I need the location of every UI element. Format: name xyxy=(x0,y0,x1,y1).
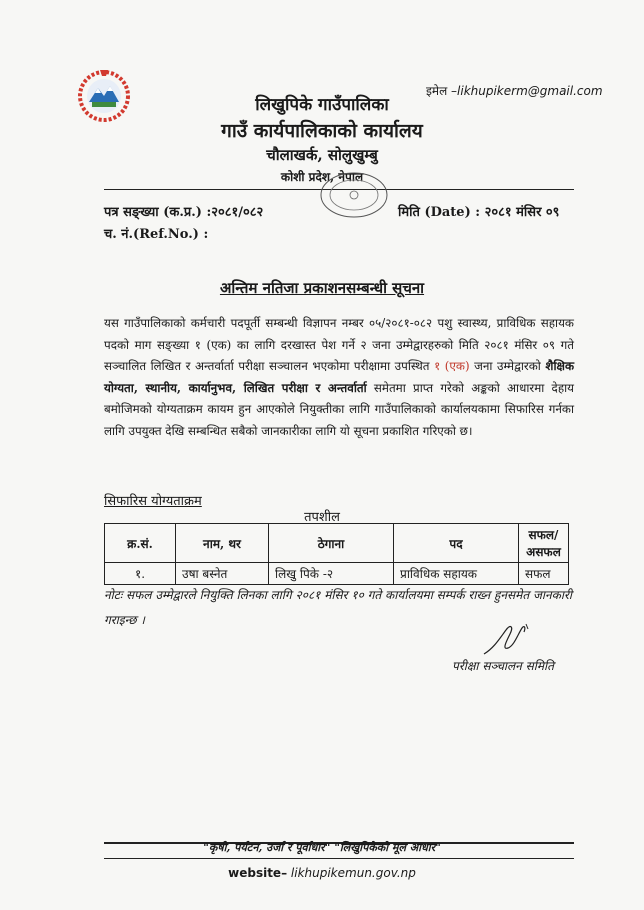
footer-motto: "कृषी, पर्यटन, उर्जा र पूर्वाधार" "लिखुपिकेको मूल आधार" xyxy=(203,841,441,854)
dispatch-number: च. नं.(Ref.No.) : xyxy=(104,227,209,242)
col-post: पद xyxy=(394,524,519,563)
website-value: likhupikemun.gov.np xyxy=(290,866,416,880)
email-label: इमेल – xyxy=(426,84,458,98)
footer-website xyxy=(0,866,644,880)
col-serial: क्र.सं. xyxy=(105,524,176,563)
notice-subject xyxy=(0,278,644,298)
email-value: likhupikerm@gmail.com xyxy=(457,84,603,98)
cell-serial: १. xyxy=(105,563,176,585)
cell-address: लिखु पिके -२ xyxy=(269,563,394,585)
col-name: नाम, थर xyxy=(176,524,269,563)
office-stamp-icon xyxy=(318,170,390,220)
cell-post: प्राविधिक सहायक xyxy=(394,563,519,585)
province-name: कोशी प्रदेश, नेपाल xyxy=(280,170,364,184)
letter-number: पत्र सङ्ख्या (क.प्र.) :२०८१/०८२ xyxy=(104,205,264,220)
notice-body xyxy=(104,313,574,442)
body-text-2: जना उम्मेद्वारको xyxy=(474,359,541,373)
col-address: ठेगाना xyxy=(269,524,394,563)
municipality-name: लिखुपिके गाउँपालिका xyxy=(255,95,389,115)
body-text-3: समेतमा प्राप्त गरेको अङ्कको आधारमा देहाय बमोजिमको योग्यताक्रम कायम हुन आएकोले नियुक्तीका लागि गाउँपालिकाको कार्यालयकामा सिफारिस गर्नका लागि उपयुक्त देखि सम्बन्धित सबैको जानकारीका लागि यो सूचना प्रकाशित गरिएको छ। xyxy=(104,380,574,438)
signer-name: परीक्षा सञ्चालन समिति xyxy=(452,659,554,673)
table-header-row xyxy=(105,524,569,563)
signature-icon xyxy=(480,620,540,658)
table-row xyxy=(105,563,569,585)
notice-subject-text: अन्तिम नतिजा प्रकाशनसम्बन्धी सूचना xyxy=(219,279,425,297)
cell-result: सफल xyxy=(519,563,569,585)
notice-note: नोटः सफल उम्मेद्वारले नियुक्ति लिनका लागि २०८१ मंसिर १० गते कार्यालयमा सम्पर्क राख्न हुनसमेत जानकारी गराइन्छ । xyxy=(104,588,573,627)
col-result: सफल/असफल xyxy=(519,524,569,563)
body-text-1: यस गाउँपालिकाको कर्मचारी पदपूर्ती सम्बन्धी विज्ञापन नम्बर ०५/२०८१-०८२ पशु स्वास्थ्य, प्राविधिक सहायक पदको माग सङ्ख्या १ (एक) का लागि दरखास्त पेश गर्ने २ जना उम्मेद्वारहरुको मिति २०८१ मंसिर ०९ गते सञ्चालित लिखित र अन्तर्वार्ता परीक्षा सञ्चालन भएकोमा परीक्षामा उपस्थित xyxy=(104,316,574,373)
result-table xyxy=(104,523,569,585)
office-location: चौलाखर्क, सोलुखुम्बु xyxy=(266,146,378,164)
recommendation-heading: सिफारिस योग्यताक्रम xyxy=(104,494,202,509)
website-label: website– xyxy=(228,866,288,880)
cell-name: उषा बस्नेत xyxy=(176,563,269,585)
annex-heading: तपशील xyxy=(304,510,340,525)
letter-date: मिति (Date) : २०८१ मंसिर ०९ xyxy=(398,205,560,220)
body-criteria: शैक्षिक योग्यता, स्थानीय, कार्यानुभव, लिखित परीक्षा र अन्तर्वार्ता xyxy=(104,359,575,395)
office-name: गाउँ कार्यपालिकाको कार्यालय xyxy=(221,120,423,142)
body-highlight: १ (एक) xyxy=(434,359,470,373)
footer-divider-bottom xyxy=(104,858,574,859)
